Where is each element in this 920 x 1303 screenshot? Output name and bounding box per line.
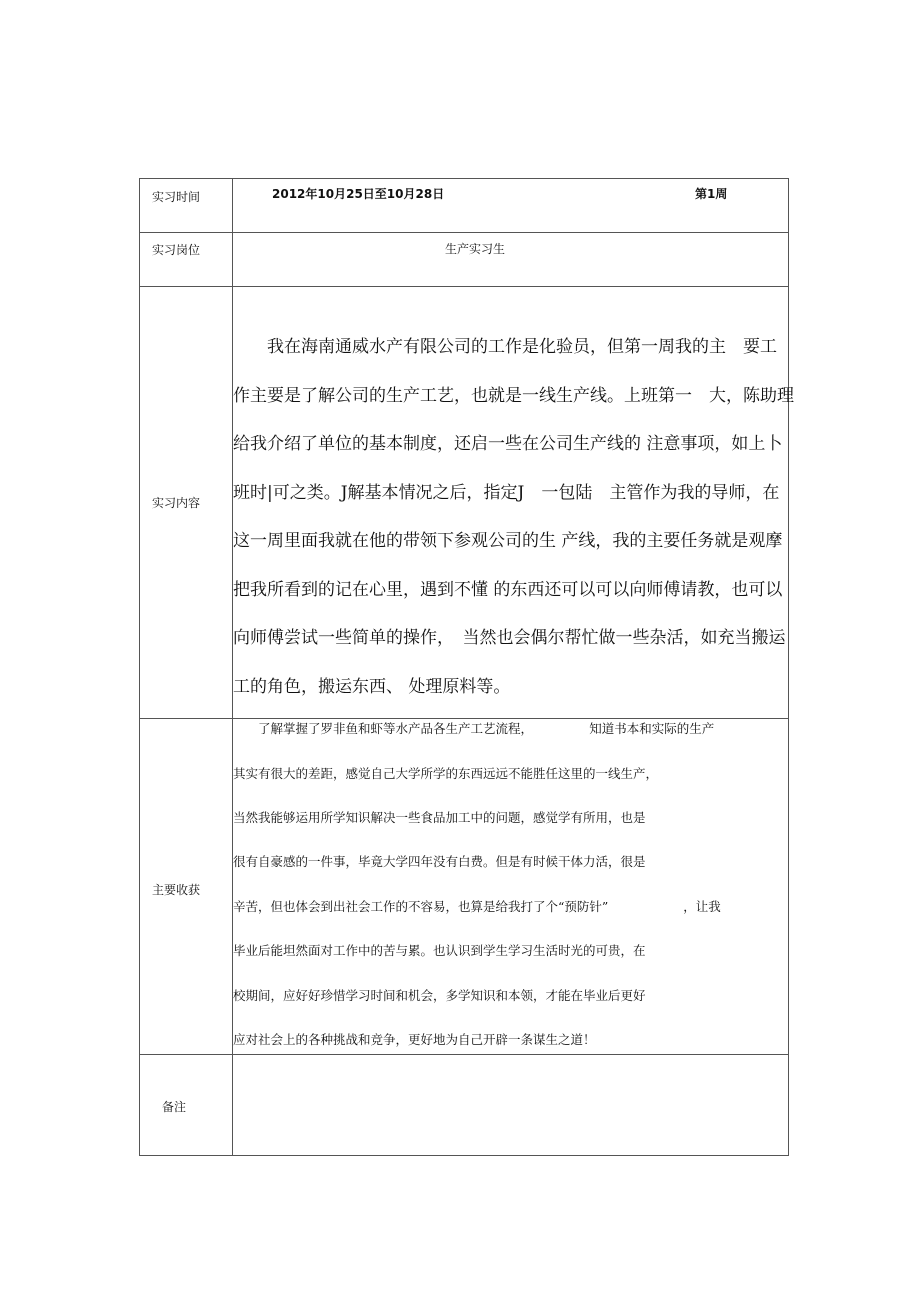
notes-label: 备注 <box>162 1100 187 1114</box>
main-gains-label: 主要收获 <box>152 883 201 897</box>
label-cell-content <box>140 287 233 718</box>
content-line: 班时|可之类。J解基本情况之后，指定J 一包陆 主管作为我的导师，在 <box>233 482 780 503</box>
week-number: 第1周 <box>695 187 728 201</box>
gains-line: 其实有很大的差距，感觉自己大学所学的东西远远不能胜任这里的一线生产， <box>233 766 659 781</box>
gains-line: 很有自豪感的一件事，毕竟大学四年没有白费。但是有时候干体力活，很是 <box>233 854 646 869</box>
gains-line: 辛苦，但也体会到出社会工作的不容易，也算是给我打了个“预防针” ，让我 <box>233 899 721 914</box>
internship-post-label: 实习岗位 <box>152 243 201 257</box>
content-line: 给我介绍了单位的基本制度，还启一些在公司生产线的 注意事项，如上卜 <box>233 434 783 454</box>
label-cell-notes <box>140 1055 233 1155</box>
internship-record-table <box>139 178 794 1156</box>
row-internship-time <box>140 179 788 233</box>
label-cell-post <box>140 233 233 286</box>
row-main-gains <box>140 719 788 1055</box>
content-line: 把我所看到的记在心里，遇到不懂 的东西还可以可以向师傅请教，也可以 <box>233 579 783 600</box>
label-cell-time <box>140 179 233 232</box>
gains-line: 应对社会上的各种挑战和竞争，更好地为自己开辟一条谋生之道！ <box>233 1032 596 1047</box>
row-internship-content <box>140 287 794 719</box>
notes-value-cell <box>233 1055 788 1155</box>
content-line: 这一周里面我就在他的带领下参观公司的生 产线，我的主要任务就是观摩 <box>233 531 783 551</box>
gains-line: 毕业后能坦然面对工作中的苦与累。也认识到学生学习生活时光的可贵，在 <box>233 943 646 958</box>
content-line: 作主要是了解公司的生产工艺，也就是一线生产线。上班第一 大，陈助理 <box>233 385 794 406</box>
internship-content-text <box>233 323 794 711</box>
value-cell-time <box>233 179 788 232</box>
value-cell-post <box>233 233 788 286</box>
internship-post-value: 生产实习生 <box>445 242 506 256</box>
value-cell-gains <box>233 719 788 1054</box>
gains-line: 了解掌握了罗非鱼和虾等水产品各生产工艺流程， 知道书本和实际的生产 <box>233 721 715 736</box>
content-line: 我在海南通威水产有限公司的工作是化验员，但第一周我的主 要工 <box>233 337 777 357</box>
value-cell-content <box>233 287 794 718</box>
internship-date-range: 2012年10月25日至10月28日 <box>272 187 445 201</box>
label-cell-gains <box>140 719 233 1054</box>
content-line: 向师傅尝试一些简单的操作， 当然也会偶尔帮忙做一些杂活，如充当搬运 <box>233 628 786 648</box>
internship-time-label: 实习时间 <box>152 190 201 204</box>
row-notes <box>140 1055 788 1155</box>
internship-content-label: 实习内容 <box>152 496 201 510</box>
gains-line: 校期间，应好好珍惜学习时间和机会，多学知识和本领，才能在毕业后更好 <box>233 988 646 1003</box>
row-internship-post <box>140 233 788 287</box>
content-line: 工的角色，搬运东西、 处理原料等。 <box>233 676 511 697</box>
gains-line: 当然我能够运用所学知识解决一些食品加工中的问题，感觉学有所用，也是 <box>233 810 646 825</box>
